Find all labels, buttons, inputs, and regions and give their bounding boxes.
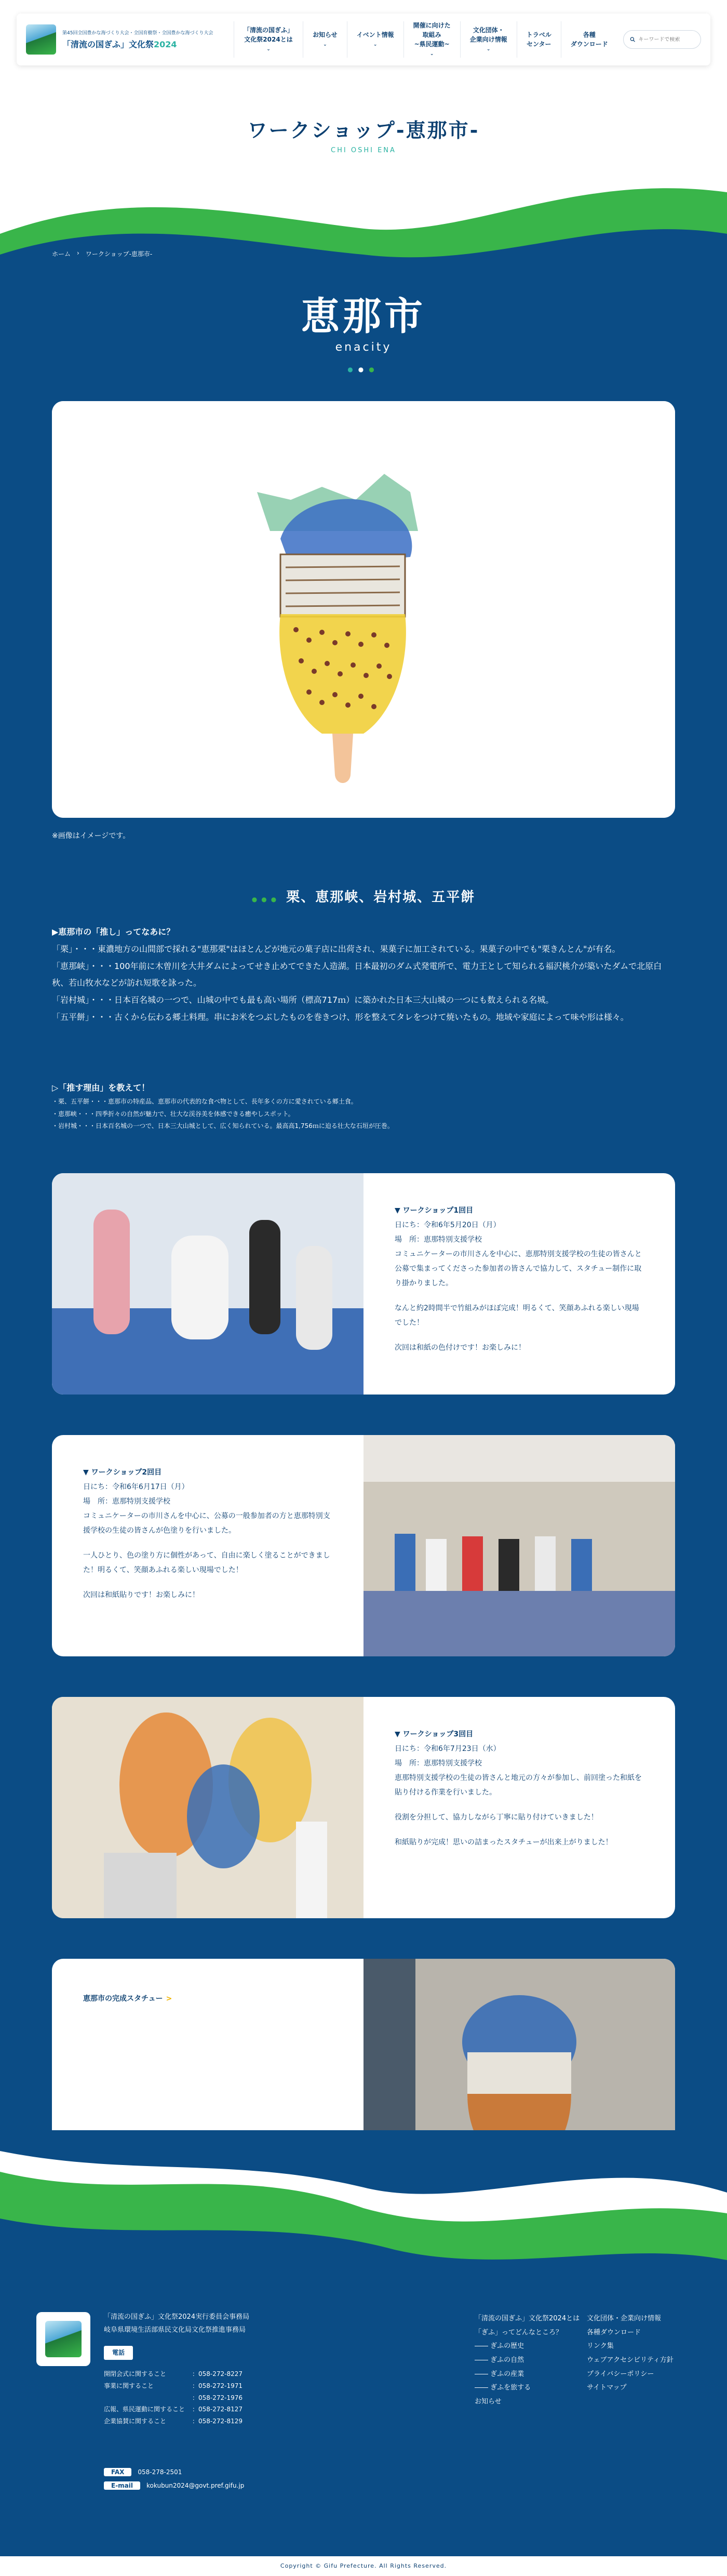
workshop-place: 場 所：恵那特別支援学校	[395, 1759, 482, 1768]
workshop-text-1	[363, 1173, 675, 1395]
site-header	[17, 14, 710, 65]
footer-contacts: 開閉会式に関すること ：058-272-8227 事業に関すること ：058-272-1971 ：058-272-1976 広報、県民運動に関すること ：058-272-8127 企業協賛に関すること ：058-272-8129	[104, 2370, 243, 2425]
page-subtitle: CHI OSHI ENA	[331, 147, 396, 154]
reason-item: ・恵那峡・・・四季折々の自然が魅力で、壮大な渓谷美を体感できる癒やしスポット。	[52, 1110, 294, 1118]
arrow-right-icon: >	[166, 1995, 172, 2003]
footer-links-1	[475, 2312, 580, 2409]
footer-links-2	[587, 2312, 674, 2395]
workshop-date: 日にち：令和6年5月20日（月）	[395, 1221, 501, 1229]
section-heading: ●●● 栗、恵那峡、岩村城、五平餅	[251, 889, 476, 905]
description	[52, 921, 675, 1026]
workshop-note: 一人ひとり、色の塗り方に個性があって、自由に楽しく塗ることができました！明るくて、笑顔あふれる楽しい現場でした！	[83, 1551, 330, 1574]
workshop-text-3	[363, 1697, 675, 1918]
footer-link[interactable]: お知らせ	[475, 2397, 502, 2406]
statue-illustration-card	[52, 401, 675, 818]
image-note: ※画像はイメージです。	[52, 832, 130, 840]
logo-subtext: 第45回全国豊かな海づくり大会・全国育樹祭・全国豊かな海づくり大会	[62, 31, 213, 36]
search-input[interactable]	[638, 37, 694, 43]
nav-item-6[interactable]	[517, 21, 561, 58]
mail-badge: E-mail	[104, 2481, 140, 2490]
footer-link[interactable]: 「ぎふ」ってどんなところ？	[475, 2328, 563, 2336]
statue-illustration	[52, 401, 675, 818]
fax-badge: FAX	[104, 2468, 131, 2476]
workshop-card-2	[52, 1435, 675, 1656]
workshop-card-3	[52, 1697, 675, 1918]
nav-item-3[interactable]	[347, 21, 403, 58]
reasons	[52, 1080, 675, 1132]
site-footer	[0, 2276, 727, 2546]
nav-item-label: トラベル センター	[526, 31, 551, 48]
chevron-down-icon: ⌄	[266, 47, 271, 52]
workshop-next: 和紙貼りが完成！思いの詰まったスタチューが出来上がりました！	[395, 1838, 613, 1847]
workshop-place: 場 所：恵那特別支援学校	[395, 1236, 482, 1244]
footer-fax-mail: FAX 058-278-2501 E-mail kokubun2024@govt.pref.gifu.jp	[104, 2468, 244, 2490]
city-title: 恵那市	[301, 294, 426, 339]
reason-item: ・岩村城・・・日本百名城の一つで、日本三大山城として、広く知られている。最高高1,756ｍに迫る壮大な石垣が圧巻。	[52, 1122, 394, 1130]
workshop-date: 日にち：令和6年7月23日（水）	[395, 1745, 501, 1753]
reason-item: ・栗、五平餅・・・恵那市の特産品、恵那市の代表的な食べ物として、長年多くの方に愛されている郷土食。	[52, 1098, 357, 1106]
nav-item-2[interactable]	[303, 21, 347, 58]
breadcrumb-home[interactable]: ホーム	[52, 250, 71, 258]
chevron-down-icon: ⌄	[373, 42, 378, 48]
workshop-card-1	[52, 1173, 675, 1395]
desc-line: 「五平餅」・・・古くから伝わる郷土料理。串にお米をつぶしたものを巻きつけ、形を整えてタレをつけて焼いたもの。地域や家庭によって味や形は様々。	[52, 1012, 629, 1022]
nav-item-label: 各種 ダウンロード	[570, 31, 608, 48]
workshop-note: なんと約2時間半で竹組みがほぼ完成！明るくて、笑顔あふれる楽しい現場でした！	[395, 1304, 639, 1327]
workshop-photo-1	[52, 1173, 363, 1395]
nav-item-1[interactable]	[234, 21, 303, 58]
desc-line: 「栗」・・・東濃地方の山間部で採れる"恵那栗"はほとんどが地元の菓子店に出荷され、果菓子に加工されている。果菓子の中でも"栗きんとん"が有名。	[52, 944, 621, 954]
nav-item-label: お知らせ	[313, 31, 338, 39]
workshop-text-2	[52, 1435, 363, 1656]
desc-line: 「岩村城」・・・日本百名城の一つで、山城の中でも最も高い場所（標高717ｍ）に築かれた日本三大山城の一つにも数えられる名城。	[52, 995, 554, 1005]
nav-item-4[interactable]	[403, 21, 460, 58]
workshop-next: 次回は和紙の色付けです！お楽しみに！	[395, 1344, 526, 1352]
tel-badge: 電話	[104, 2346, 133, 2360]
nav-item-label: イベント情報	[356, 31, 394, 39]
nav-item-label: 文化団体・ 企業向け情報	[469, 26, 507, 44]
workshop-place: 場 所：恵那特別支援学校	[83, 1497, 170, 1506]
footer-link[interactable]: サイトマップ	[587, 2384, 627, 2392]
nav-item-label: 「清流の国ぎふ」 文化祭2024とは	[244, 26, 294, 44]
chevron-down-icon: ⌄	[323, 42, 327, 48]
site-logo[interactable]	[26, 24, 223, 55]
breadcrumb-current: ワークショップ-恵那市-	[85, 250, 153, 258]
workshop-photo-3	[52, 1697, 363, 1918]
page-title: ワークショップ-恵那市-	[247, 119, 480, 142]
footer-link[interactable]: ―― ぎふの産業	[475, 2370, 524, 2378]
chevron-down-icon: ⌄	[429, 51, 434, 57]
footer-link[interactable]: ウェブアクセシビリティ方針	[587, 2356, 674, 2364]
workshop-title: ▼ ワークショップ2回目	[83, 1468, 162, 1477]
copyright: Copyright © Gifu Prefecture. All Rights Reserved.	[0, 2556, 727, 2576]
workshop-title: ▼ ワークショップ3回目	[395, 1730, 474, 1738]
nav-item-label: 開催に向けた 取組み ~県民運動~	[413, 22, 451, 48]
desc-heading: ▶恵那市の「推し」ってなあに？	[52, 927, 175, 937]
footer-link[interactable]: 文化団体・企業向け情報	[587, 2315, 662, 2322]
desc-line: 「恵那峡」・・・100年前に木曽川を大井ダムによってせき止めてできた人造湖。日本最初のダム式発電所で、電力王として知られる福沢桃介が築いたダムで北原白秋、若山牧水などが訪れ短歌を詠った。	[52, 961, 662, 988]
footer-link[interactable]: リンク集	[587, 2342, 614, 2351]
decorative-dots: ●●●	[347, 366, 380, 373]
workshop-note: 役割を分担して、協力しながら丁寧に貼り付けていきました！	[395, 1813, 598, 1822]
reasons-heading: ▷「推す理由」を教えて！	[52, 1083, 150, 1093]
breadcrumb-separator: ›	[77, 249, 79, 257]
chevron-down-icon: ⌄	[486, 47, 491, 52]
completed-statue-link[interactable]: 恵那市の完成スタチュー >	[83, 1995, 172, 2003]
breadcrumb	[52, 249, 152, 258]
nav-item-7[interactable]	[561, 21, 617, 58]
workshop-body: コミュニケーターの市川さんを中心に、恵那特別支援学校の生徒の皆さんと公募で集まってくださった参加者の皆さんで協力して、スタチュー制作に取り掛かりました。	[395, 1250, 642, 1287]
footer-link[interactable]: プライバシーポリシー	[587, 2370, 654, 2378]
search-icon	[630, 36, 635, 43]
workshop-photo-2	[363, 1435, 675, 1656]
workshop-next: 次回は和紙貼りです！お楽しみに！	[83, 1591, 199, 1599]
workshop-body: 恵那特別支援学校の生徒の皆さんと地元の方々が参加し、前回塗った和紙を貼り付ける作業を行いました。	[395, 1774, 642, 1797]
footer-org: 「清流の国ぎふ」文化祭2024実行委員会事務局 岐阜県環境生活部県民文化局文化祭推進事務局 電話	[104, 2311, 249, 2360]
logo-mark	[26, 24, 56, 55]
mail-link[interactable]: kokubun2024@govt.pref.gifu.jp	[146, 2482, 245, 2489]
workshop-body: コミュニケーターの市川さんを中心に、公募の一般参加者の方と恵那特別支援学校の生徒の皆さんが色塗りを行いました。	[83, 1512, 330, 1535]
footer-link[interactable]: 「清流の国ぎふ」文化祭2024とは	[475, 2315, 580, 2322]
search-box[interactable]	[623, 30, 701, 49]
footer-link[interactable]: ―― ぎふの歴史	[475, 2342, 524, 2351]
footer-logo[interactable]	[36, 2312, 90, 2366]
city-en-title: enacity	[335, 341, 392, 354]
main-nav	[234, 14, 617, 65]
footer-link[interactable]: ―― ぎふの自然	[475, 2356, 524, 2364]
logo-text: 「清流の国ぎふ」文化祭2024	[62, 39, 177, 49]
workshop-title: ▼ ワークショップ1回目	[395, 1206, 474, 1215]
footer-link[interactable]: 各種ダウンロード	[587, 2328, 641, 2336]
footer-link[interactable]: ―― ぎふを旅する	[475, 2384, 531, 2392]
footer-wave	[0, 2130, 727, 2296]
nav-item-5[interactable]	[460, 21, 517, 58]
workshop-date: 日にち：令和6年6月17日（月）	[83, 1483, 189, 1491]
